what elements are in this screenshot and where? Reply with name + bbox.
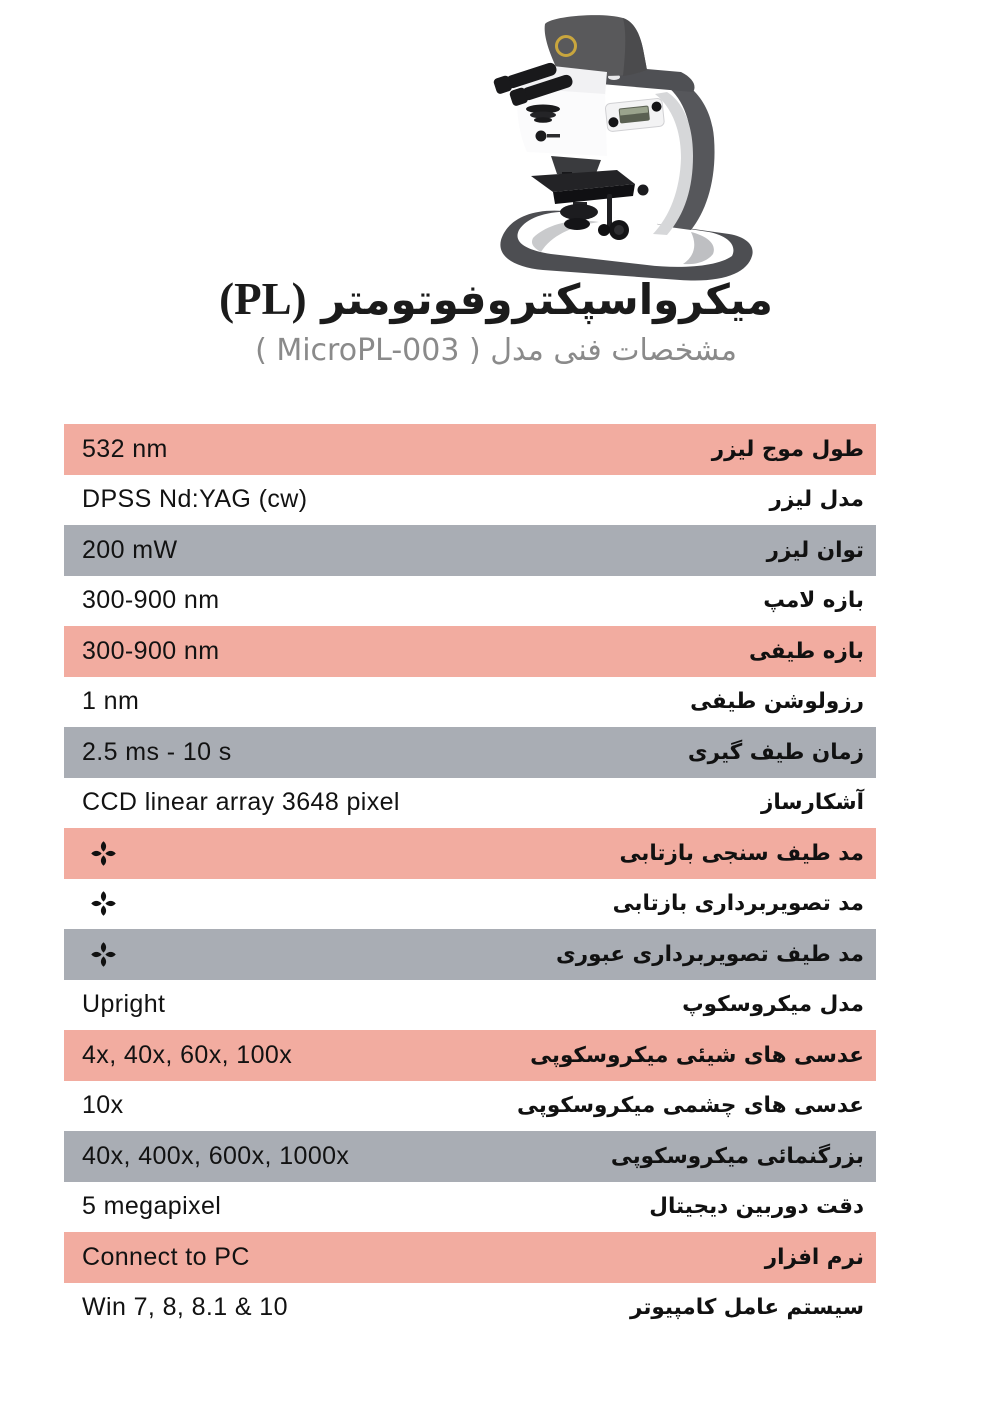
spec-value-cell [64,738,232,767]
title-block [0,272,992,369]
spec-row [64,1131,876,1182]
lcd-panel [605,98,665,132]
spec-value: Upright [82,990,166,1019]
spec-label: رزولوشن طیفی [690,689,864,715]
four-petal-asterisk-icon [90,840,117,867]
spec-label: مد تصویربرداری بازتابی [612,891,864,917]
page-subtitle: مشخصات فنی مدل ( MicroPL-003 ) [255,333,737,368]
spec-label: بزرگنمائی میکروسکوپی [610,1143,864,1169]
spec-value-cell [64,1192,221,1221]
spec-value: Win 7, 8, 8.1 & 10 [82,1293,288,1322]
spec-label: دقت دوربین دیجیتال [649,1194,864,1220]
spec-value-cell [64,586,219,615]
spec-label: توان لیزر [766,537,864,563]
spec-value: Connect to PC [82,1242,250,1271]
spec-label: نرم افزار [764,1244,864,1270]
spec-row [64,475,876,526]
spec-label: سیستم عامل کامپیوتر [629,1295,864,1321]
spec-label: زمان طیف گیری [687,739,864,765]
spec-value-cell [64,687,139,716]
spec-label: طول موج لیزر [711,436,864,462]
spec-value-cell [64,1142,349,1171]
spec-value: 4x, 40x, 60x, 100x [82,1040,293,1069]
spec-value-cell [64,990,165,1019]
microscope-illustration [455,6,785,286]
four-petal-asterisk-icon [90,941,117,968]
spec-value: 2.5 ms - 10 s [82,737,232,766]
spec-row [64,778,876,829]
spec-row [64,677,876,728]
spec-value-cell [64,637,219,666]
spec-row [64,626,876,677]
spec-label: مد طیف تصویربرداری عبوری [556,941,864,967]
spec-value: CCD linear array 3648 pixel [82,788,400,817]
spec-label: عدسی های شیئی میکروسکوپی [530,1042,864,1068]
microscope-image [455,6,785,286]
spec-value: 40x, 400x, 600x, 1000x [82,1141,350,1170]
spec-row [64,1081,876,1132]
spec-value: DPSS Nd:YAG (cw) [82,485,308,514]
spec-value-cell [64,1091,124,1120]
spec-value-cell [64,1041,292,1070]
spec-row [64,1182,876,1233]
spec-label: مدل میکروسکوپ [682,992,864,1018]
page-title-latin: (PL) [219,274,307,324]
spec-value: 300-900 nm [82,636,220,665]
spec-value-cell [64,536,177,565]
spec-label: مد طیف سنجی بازتابی [619,840,864,866]
spec-value-cell [64,435,168,464]
spec-value: 5 megapixel [82,1192,222,1221]
spec-row [64,424,876,475]
spec-value: 1 nm [82,687,140,716]
spec-label: بازه لامپ [763,588,864,614]
spec-row [64,879,876,930]
spec-value-cell [64,788,400,817]
four-petal-asterisk-icon [90,890,117,917]
spec-label: مدل لیزر [769,487,864,513]
spec-value: 200 mW [82,535,178,564]
spec-row [64,576,876,627]
page-title [0,272,992,326]
spec-value: 300-900 nm [82,586,220,615]
spec-row [64,980,876,1031]
spec-value-cell [64,840,117,867]
spec-row [64,1283,876,1334]
spec-value: 532 nm [82,434,168,463]
spec-row [64,525,876,576]
spec-value: 10x [82,1091,124,1120]
spec-row [64,929,876,980]
spec-row [64,828,876,879]
spec-row [64,1030,876,1081]
spec-value-cell [64,485,307,514]
spec-label: عدسی های چشمی میکروسکوپی [517,1093,864,1119]
spec-row [64,727,876,778]
spec-value-cell [64,941,117,968]
spec-row [64,1232,876,1283]
page-title-persian: میکرواسپکتروفوتومتر [321,275,773,324]
spec-label: آشکارساز [760,790,864,816]
spec-label: بازه طیفی [749,638,864,664]
spec-value-cell [64,1243,250,1272]
spec-value-cell [64,1293,288,1322]
spec-table [64,424,876,1333]
spec-value-cell [64,890,117,917]
